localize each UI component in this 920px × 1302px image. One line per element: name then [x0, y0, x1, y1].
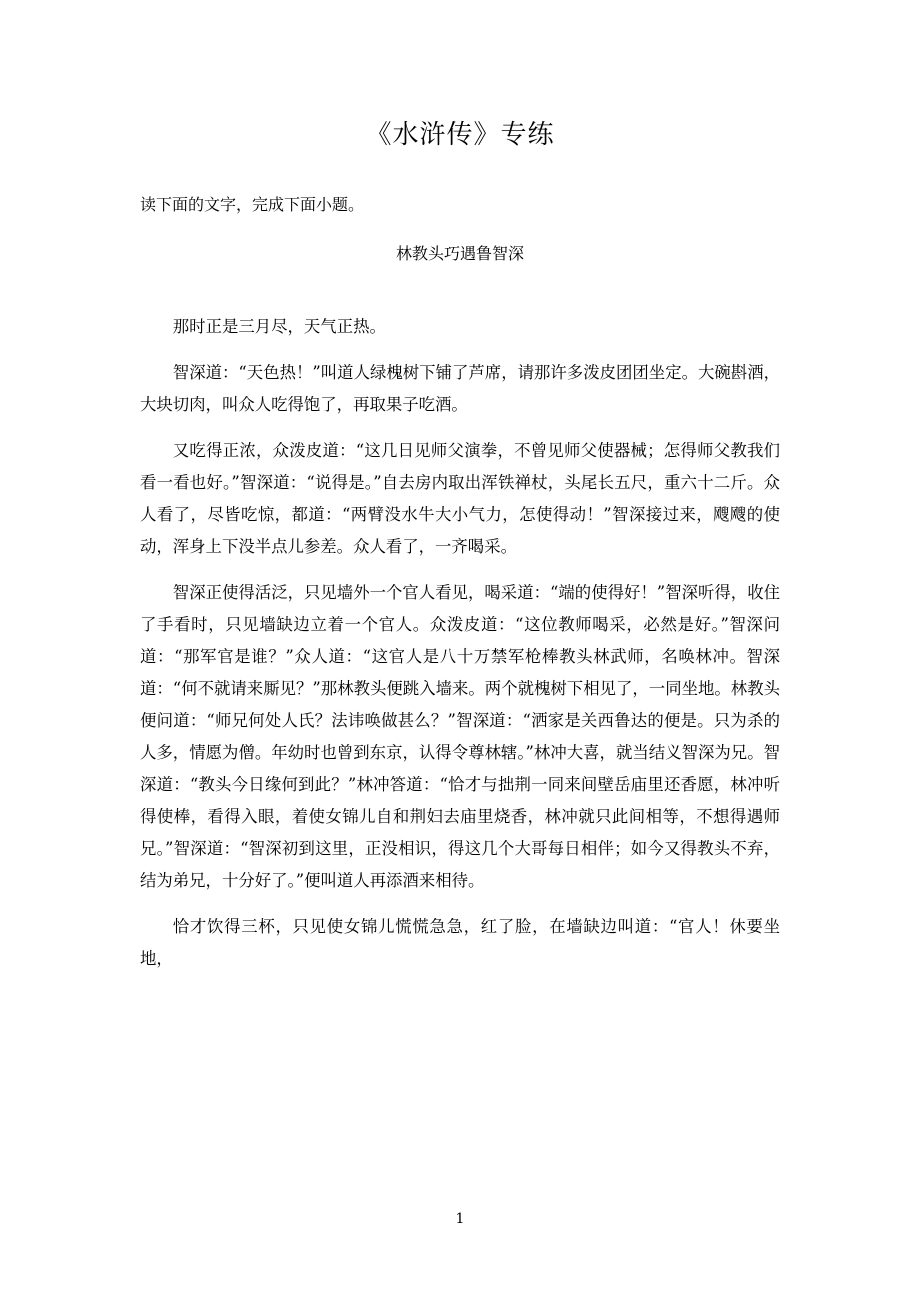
paragraph: 智深道：“天色热！”叫道人绿槐树下铺了芦席，请那许多泼皮团团坐定。大碗斟酒，大块切肉，叫众人吃得饱了，再取果子吃酒。	[140, 363, 780, 414]
paragraph: 那时正是三月尽，天气正热。	[172, 317, 386, 336]
paragraph: 恰才饮得三杯，只见使女锦儿慌慌急急，红了脸，在墙缺边叫道：“官人！休要坐地，	[140, 917, 780, 968]
passage-title: 林教头巧遇鲁智深	[395, 244, 524, 263]
paragraph: 又吃得正浓，众泼皮道：“这几日见师父演拳，不曾见师父使器械；怎得师父教我们看一看也好。”智深道：“说得是。”自去房内取出浑铁禅杖，头尾长五尺，重六十二斤。众人看了，尽皆吃惊，都道：“两臂没水牛大小气力，怎使得动！”智深接过来，飕飕的使动，浑身上下没半点儿参差。众人看了，一齐喝采。	[140, 441, 780, 556]
paragraph: 智深正使得活泛，只见墙外一个官人看见，喝采道：“端的使得好！”智深听得，收住了手看时，只见墙缺边立着一个官人。众泼皮道：“这位教师喝采，必然是好。”智深问道：“那军官是谁？”众人道：“这官人是八十万禁军枪棒教头林武师，名唤林冲。智深道：“何不就请来厮见？”那林教头便跳入墙来。两个就槐树下相见了，一同坐地。林教头便问道：“师兄何处人氏？法讳唤做甚么？”智深道：“洒家是关西鲁达的便是。只为杀的人多，情愿为僧。年幼时也曾到东京，认得令尊林辖。”林冲大喜，就当结义智深为兄。智深道：“教头今日缘何到此？”林冲答道：“恰才与拙荆一同来间壁岳庙里还香愿，林冲听得使棒，看得入眼，着使女锦儿自和荆妇去庙里烧香，林冲就只此间相等，不想得遇师兄。”智深道：“智深初到这里，正没相识，得这几个大哥每日相伴；如今又得教头不弃，结为弟兄，十分好了。”便叫道人再添酒来相待。	[140, 583, 780, 890]
instruction-text: 读下面的文字，完成下面小题。	[140, 195, 365, 214]
passage-body	[140, 311, 780, 989]
document-title: 《水浒传》专练	[365, 120, 555, 150]
page-number: 1	[455, 1211, 465, 1227]
